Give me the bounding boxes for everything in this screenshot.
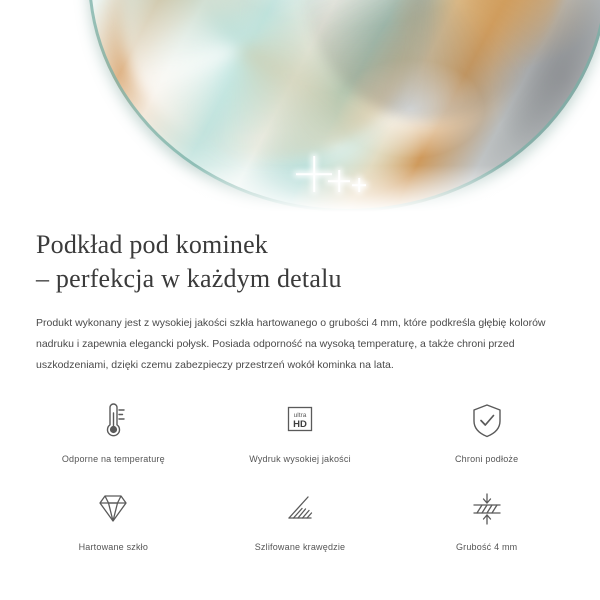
feature-caption: Chroni podłoże (454, 454, 519, 464)
feature-caption: Szlifowane krawędzie (254, 542, 346, 552)
feature-polished-edges (207, 480, 394, 568)
headline-line-1: Podkład pod kominek (36, 230, 269, 259)
svg-text:HD: HD (293, 419, 307, 430)
feature-caption: Wydruk wysokiej jakości (249, 454, 351, 464)
feature-heat-resistant (20, 392, 207, 480)
svg-text:ultra: ultra (293, 412, 307, 419)
page-title (0, 212, 600, 297)
feature-caption: Hartowane szkło (78, 542, 149, 552)
thickness-icon (466, 486, 508, 532)
headline-line-2: – perfekcja w każdym detalu (36, 264, 342, 294)
feature-surface-protection (393, 392, 580, 480)
feature-grid (0, 392, 600, 568)
description-content (0, 212, 600, 376)
feature-thickness (393, 480, 580, 568)
shield-check-icon (469, 398, 505, 444)
feature-print-quality (207, 392, 394, 480)
feature-tempered-glass (20, 480, 207, 568)
thermometer-icon (96, 398, 130, 444)
description-paragraph: Produkt wykonany jest z wysokiej jakości szkła hartowanego o grubości 4 mm, które podkreśla głębię kolorów nadruku i zapewnia elegancki połysk. Posiada odporność na wysoką temperaturę, a także chroni przed uszkodzeniami, dzięki czemu zabezpieczy przestrzeń wokół kominka na lata. (36, 316, 546, 371)
ultra-hd-icon (280, 398, 320, 444)
polished-edges-icon (280, 486, 320, 532)
feature-caption: Grubość 4 mm (455, 542, 518, 552)
description-text (0, 297, 600, 376)
diamond-icon (92, 486, 134, 532)
feature-caption: Odporne na temperaturę (61, 454, 165, 464)
hero-product-image (0, 0, 600, 212)
